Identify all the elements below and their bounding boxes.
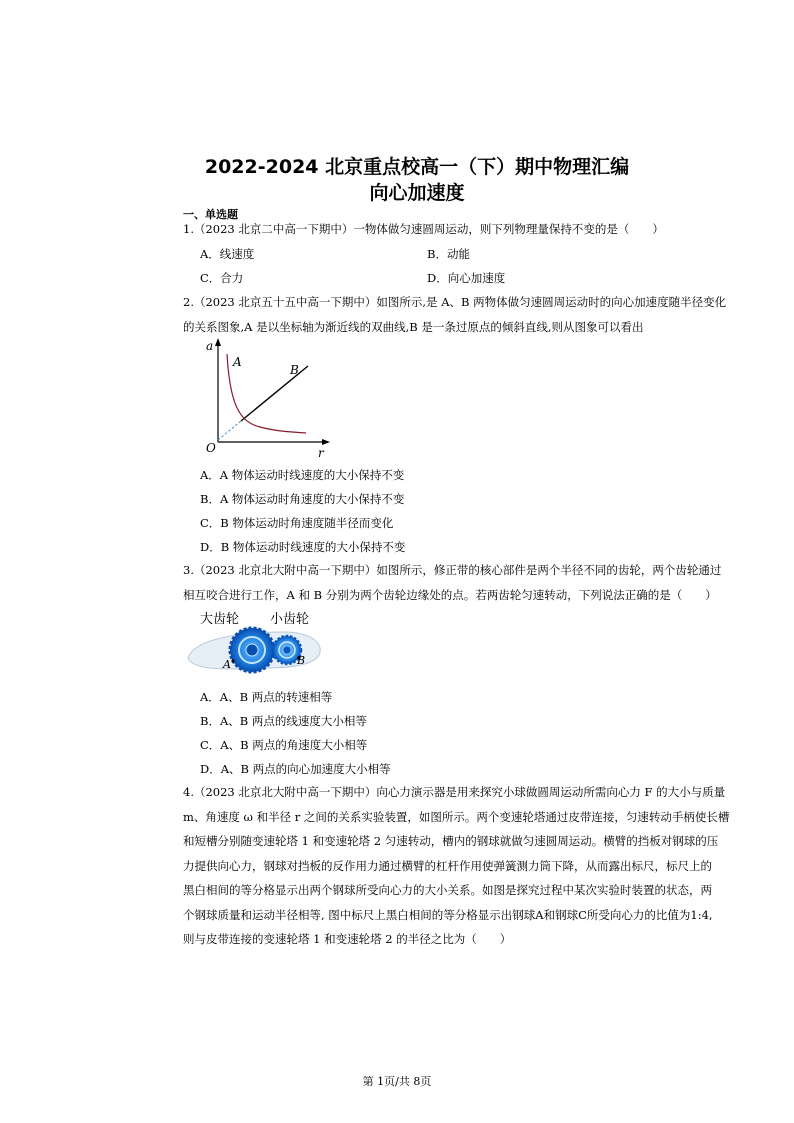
gear-point-a-label: A: [223, 658, 231, 671]
document-title: 2022-2024 北京重点校高一（下）期中物理汇编: [204, 156, 630, 178]
question-4-line-6: 个钢球质量和运动半径相等, 图中标尺上黑白相间的等分格显示出钢球A和钢球C所受向心力的比值为1:4,: [183, 908, 713, 922]
section-heading: 一、单选题: [183, 208, 238, 221]
big-gear-label: 大齿轮: [200, 612, 240, 627]
question-3-gear-image: [184, 608, 324, 676]
question-3-option-c: C．A、B 两点的角速度大小相等: [200, 738, 368, 752]
question-4-line-7: 则与皮带连接的变速轮塔 1 和变速轮塔 2 的半径之比为（ ）: [183, 932, 512, 946]
question-4-line-5: 黑白相间的等分格显示出两个钢球所受向心力的大小关系。如图是探究过程中某次实验时装置的状态，两: [183, 883, 712, 897]
question-2-option-c: C．B 物体运动时角速度随半径而变化: [200, 516, 394, 530]
graph-line-b-label: B: [290, 363, 299, 377]
question-2-stem-line1: 2.（2023 北京五十五中高一下期中）如图所示,是 A、B 两物体做匀速圆周运动时的向心加速度随半径变化: [183, 295, 727, 309]
question-1-option-b: B．动能: [427, 247, 470, 261]
question-3-stem-line1: 3.（2023 北京北大附中高一下期中）如图所示，修正带的核心部件是两个半径不同的齿轮，两个齿轮通过: [183, 563, 722, 577]
graph-x-label: r: [318, 446, 324, 460]
big-gear-shape: [230, 628, 274, 672]
question-4-line-2: m、角速度 ω 和半径 r 之间的关系实验装置，如图所示。两个变速轮塔通过皮带连接，匀速转动手柄使长槽: [183, 810, 730, 824]
question-1-option-a: A．线速度: [200, 247, 255, 261]
question-1-stem: 1.（2023 北京二中高一下期中）一物体做匀速圆周运动，则下列物理量保持不变的是（ ）: [183, 222, 664, 236]
question-2-graph: [200, 336, 340, 460]
question-3-option-a: A．A、B 两点的转速相等: [200, 690, 333, 704]
question-2-option-b: B．A 物体运动时角速度的大小保持不变: [200, 492, 405, 506]
gear-point-b-label: B: [297, 654, 306, 667]
graph-y-label: a: [206, 339, 214, 353]
question-3-option-b: B．A、B 两点的线速度大小相等: [200, 714, 367, 728]
question-3-option-d: D．A、B 两点的向心加速度大小相等: [200, 762, 391, 776]
question-4-line-1: 4.（2023 北京北大附中高一下期中）向心力演示器是用来探究小球做圆周运动所需向心力 F 的大小与质量: [183, 785, 726, 799]
page-footer: 第 1页/共 8页: [362, 1075, 432, 1088]
graph-curve-a-label: A: [233, 355, 242, 369]
question-2-option-a: A．A 物体运动时线速度的大小保持不变: [200, 468, 405, 482]
question-2-stem-line2: 的关系图象,A 是以坐标轴为渐近线的双曲线,B 是一条过原点的倾斜直线,则从图象可以看出: [183, 320, 644, 334]
document-subtitle: 向心加速度: [369, 182, 465, 204]
small-gear-label: 小齿轮: [270, 612, 310, 627]
question-4-line-4: 力提供向心力，钢球对挡板的反作用力通过横臂的杠杆作用使弹簧测力筒下降，从而露出标尺，标尺上的: [183, 859, 712, 873]
question-4-line-3: 和短槽分别随变速轮塔 1 和变速轮塔 2 匀速转动，槽内的钢球就做匀速圆周运动。横臂的挡板对钢球的压: [183, 834, 719, 848]
graph-origin-label: O: [206, 441, 216, 455]
question-2-option-d: D．B 物体运动时线速度的大小保持不变: [200, 540, 406, 554]
question-1-option-c: C．合力: [200, 271, 244, 285]
question-1-option-d: D．向心加速度: [427, 271, 506, 285]
question-3-stem-line2: 相互咬合进行工作，A 和 B 分别为两个齿轮边缘处的点。若两齿轮匀速转动，下列说法正确的是（ ）: [183, 588, 717, 602]
